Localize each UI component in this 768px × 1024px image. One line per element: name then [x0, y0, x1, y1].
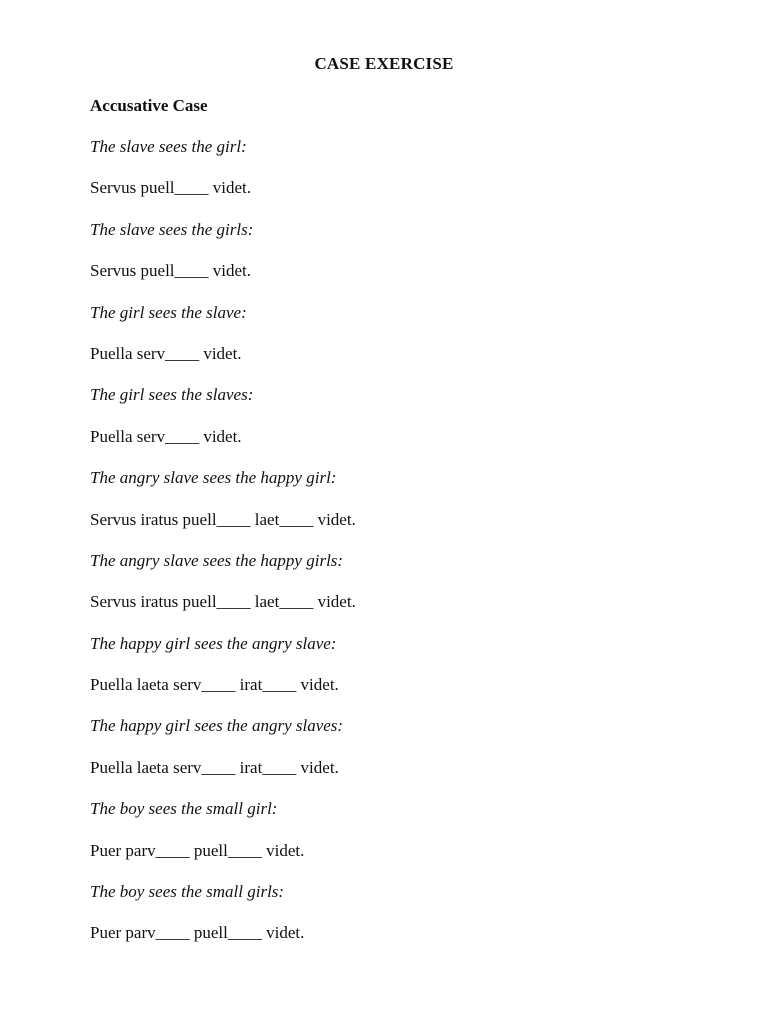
- english-prompt: The boy sees the small girls:: [90, 882, 285, 902]
- exercise-item: [90, 466, 730, 549]
- latin-sentence: Servus puell____ videt.: [90, 261, 252, 281]
- latin-sentence: Puer parv____ puell____ videt.: [90, 923, 305, 943]
- latin-sentence: Puella serv____ videt.: [90, 426, 242, 446]
- english-prompt: The happy girl sees the angry slave:: [90, 633, 337, 653]
- latin-sentence: Servus iratus puell____ laet____ videt.: [90, 592, 356, 612]
- exercise-item: [90, 135, 730, 218]
- exercise-item: [90, 880, 730, 963]
- exercise-item: [90, 301, 730, 384]
- latin-sentence: Puella laeta serv____ irat____ videt.: [90, 675, 339, 695]
- english-prompt: The slave sees the girls:: [90, 219, 254, 239]
- latin-sentence: Puella serv____ videt.: [90, 343, 242, 363]
- section-heading: Accusative Case: [90, 96, 208, 115]
- exercise-item: [90, 797, 730, 880]
- document-title: CASE EXERCISE: [314, 54, 454, 73]
- english-prompt: The happy girl sees the angry slaves:: [90, 716, 344, 736]
- exercise-item: [90, 714, 730, 797]
- exercise-item: [90, 549, 730, 632]
- english-prompt: The angry slave sees the happy girls:: [90, 550, 344, 570]
- english-prompt: The girl sees the slave:: [90, 302, 247, 322]
- exercise-item: [90, 383, 730, 466]
- english-prompt: The angry slave sees the happy girl:: [90, 468, 337, 488]
- english-prompt: The boy sees the small girl:: [90, 799, 278, 819]
- english-prompt: The slave sees the girl:: [90, 137, 247, 156]
- latin-sentence: Servus iratus puell____ laet____ videt.: [90, 509, 356, 529]
- exercise-item: [90, 632, 730, 715]
- english-prompt: The girl sees the slaves:: [90, 385, 254, 405]
- latin-sentence: Puer parv____ puell____ videt.: [90, 840, 305, 860]
- exercise-list: [90, 135, 730, 963]
- latin-sentence: Puella laeta serv____ irat____ videt.: [90, 757, 339, 777]
- exercise-item: [90, 218, 730, 301]
- latin-sentence: Servus puell____ videt.: [90, 178, 252, 198]
